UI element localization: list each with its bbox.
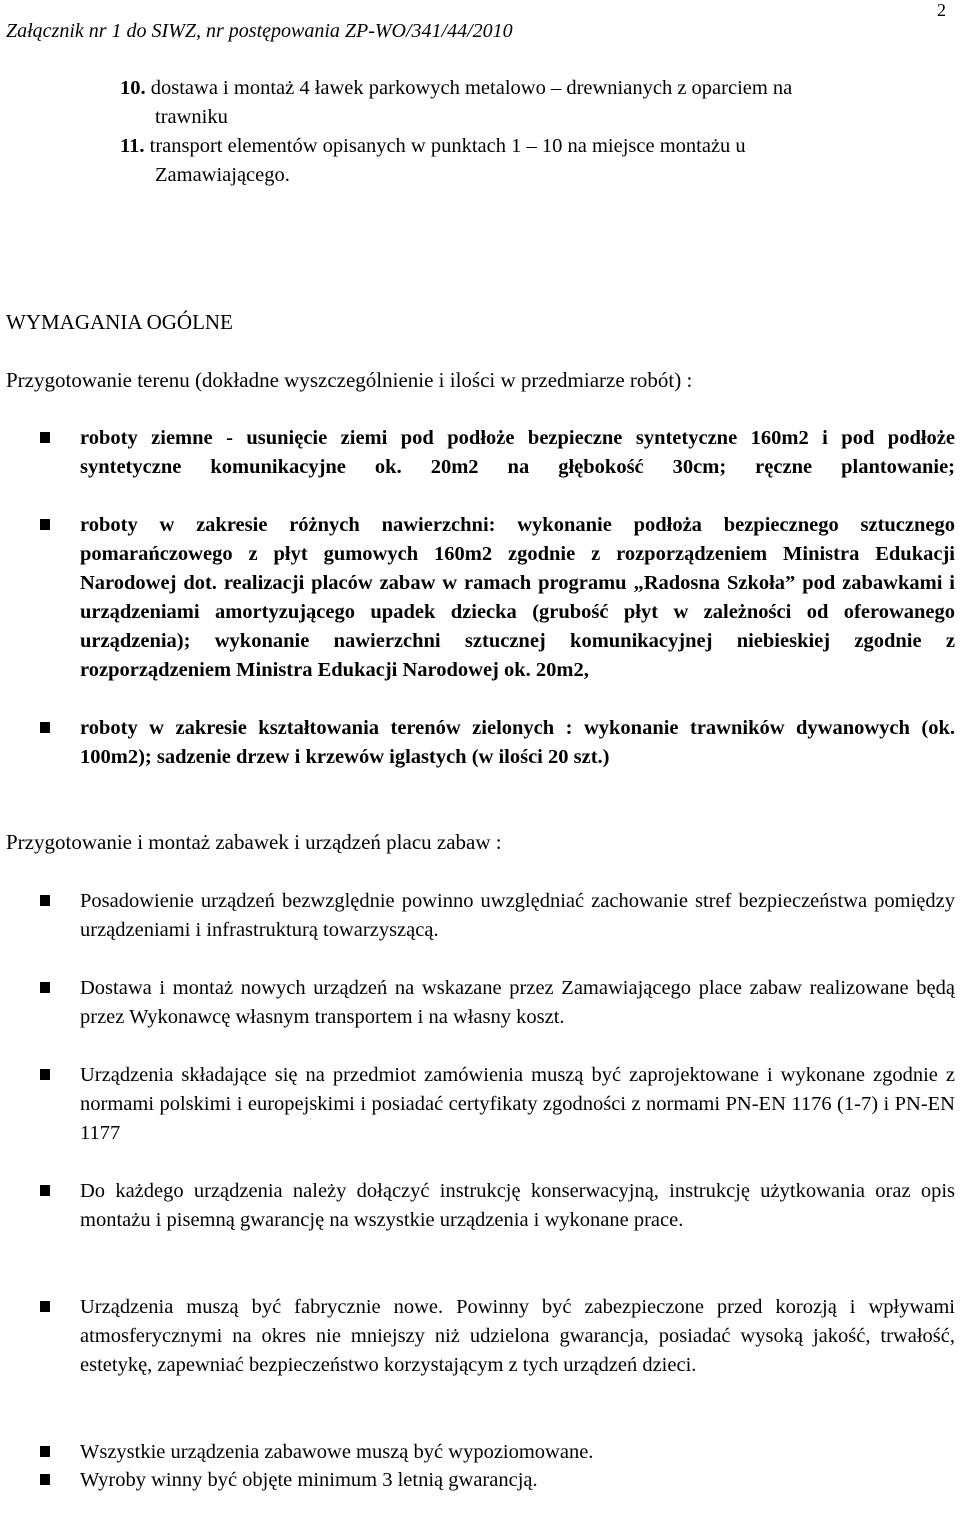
bullet-certification: Urządzenia składające się na przedmiot zamówienia muszą być zaprojektowane i wykonane zgodnie z normami polskimi i europejskimi i posiadać certyfikaty zgodności z normami PN-EN 1176 (1-7) i PN-EN 1177	[80, 1064, 955, 1144]
square-bullet-icon	[40, 1069, 50, 1080]
bullet-new-equipment: Urządzenia muszą być fabrycznie nowe. Powinny być zabezpieczone przed korozją i wpływami atmosferycznymi na okres nie mniejszy niż udzielona gwarancja, posiadać wysoką jakość, trwałość, estetykę, zapewniać bezpieczeństwo korzystającym z tych urządzeń dzieci.	[80, 1296, 955, 1376]
square-bullet-icon	[40, 1446, 50, 1457]
bullet-green-areas: roboty w zakresie kształtowania terenów zielonych : wykonanie trawników dywanowych (ok. 100m2); sadzenie drzew i krzewów iglastych (w ilości 20 szt.)	[80, 717, 955, 768]
square-bullet-icon	[40, 1301, 50, 1312]
square-bullet-icon	[40, 432, 50, 443]
list-item-11	[120, 135, 746, 158]
bullet-earthworks: roboty ziemne - usunięcie ziemi pod podłoże bezpieczne syntetyczne 160m2 i pod podłoże syntetyczne komunikacyjne ok. 20m2 na głębokość 30cm; ręczne plantowanie;	[80, 427, 955, 478]
item-text: dostawa i montaż 4 ławek parkowych metalowo – drewnianych z oparciem na	[150, 77, 793, 99]
list-item-10	[120, 77, 792, 100]
square-bullet-icon	[40, 982, 50, 993]
section-heading-installation: Przygotowanie i montaż zabawek i urządzeń placu zabaw :	[6, 830, 502, 854]
document-header: Załącznik nr 1 do SIWZ, nr postępowania ZP-WO/341/44/2010	[6, 20, 513, 42]
section-subheading-site-preparation: Przygotowanie terenu (dokładne wyszczególnienie i ilości w przedmiarze robót) :	[6, 368, 693, 392]
bullet-surfaces: roboty w zakresie różnych nawierzchni: wykonanie podłoża bezpiecznego sztucznego pomarańczowego z płyt gumowych 160m2 zgodnie z rozporządzeniem Ministra Edukacji Narodowej dot. realizacji placów zabaw w ramach programu „Radosna Szkoła” pod zabawkami i urządzeniami amortyzującego upadek dziecka (grubość płyt w zależności od oferowanego urządzenia); wykonanie nawierzchni sztucznej komunikacyjnej niebieskiej zgodnie z rozporządzeniem Ministra Edukacji Narodowej ok. 20m2,	[80, 514, 955, 681]
item-number: 11.	[120, 135, 145, 157]
bullet-delivery: Dostawa i montaż nowych urządzeń na wskazane przez Zamawiającego place zabaw realizowane będą przez Wykonawcę własnym transportem i na własny koszt.	[80, 977, 955, 1028]
list-item-10-continuation: trawniku	[155, 106, 228, 128]
bullet-leveling: Wszystkie urządzenia zabawowe muszą być wypoziomowane.	[80, 1441, 594, 1463]
square-bullet-icon	[40, 1185, 50, 1196]
bullet-warranty: Wyroby winny być objęte minimum 3 letnią gwarancją.	[80, 1469, 538, 1491]
item-number: 10.	[120, 77, 146, 99]
item-text: transport elementów opisanych w punktach 1 – 10 na miejsce montażu u	[149, 135, 746, 157]
square-bullet-icon	[40, 519, 50, 530]
bullet-documentation: Do każdego urządzenia należy dołączyć instrukcję konserwacyjną, instrukcję użytkowania oraz opis montażu i pisemną gwarancję na wszystkie urządzenia i wykonane prace.	[80, 1180, 955, 1231]
section-heading-general-requirements: WYMAGANIA OGÓLNE	[6, 310, 233, 334]
square-bullet-icon	[40, 1474, 50, 1485]
square-bullet-icon	[40, 895, 50, 906]
list-item-11-continuation: Zamawiającego.	[155, 164, 290, 186]
square-bullet-icon	[40, 722, 50, 733]
page-number: 2	[937, 0, 946, 20]
bullet-placement: Posadowienie urządzeń bezwzględnie powinno uwzględniać zachowanie stref bezpieczeństwa pomiędzy urządzeniami i infrastrukturą towarzyszącą.	[80, 890, 955, 941]
